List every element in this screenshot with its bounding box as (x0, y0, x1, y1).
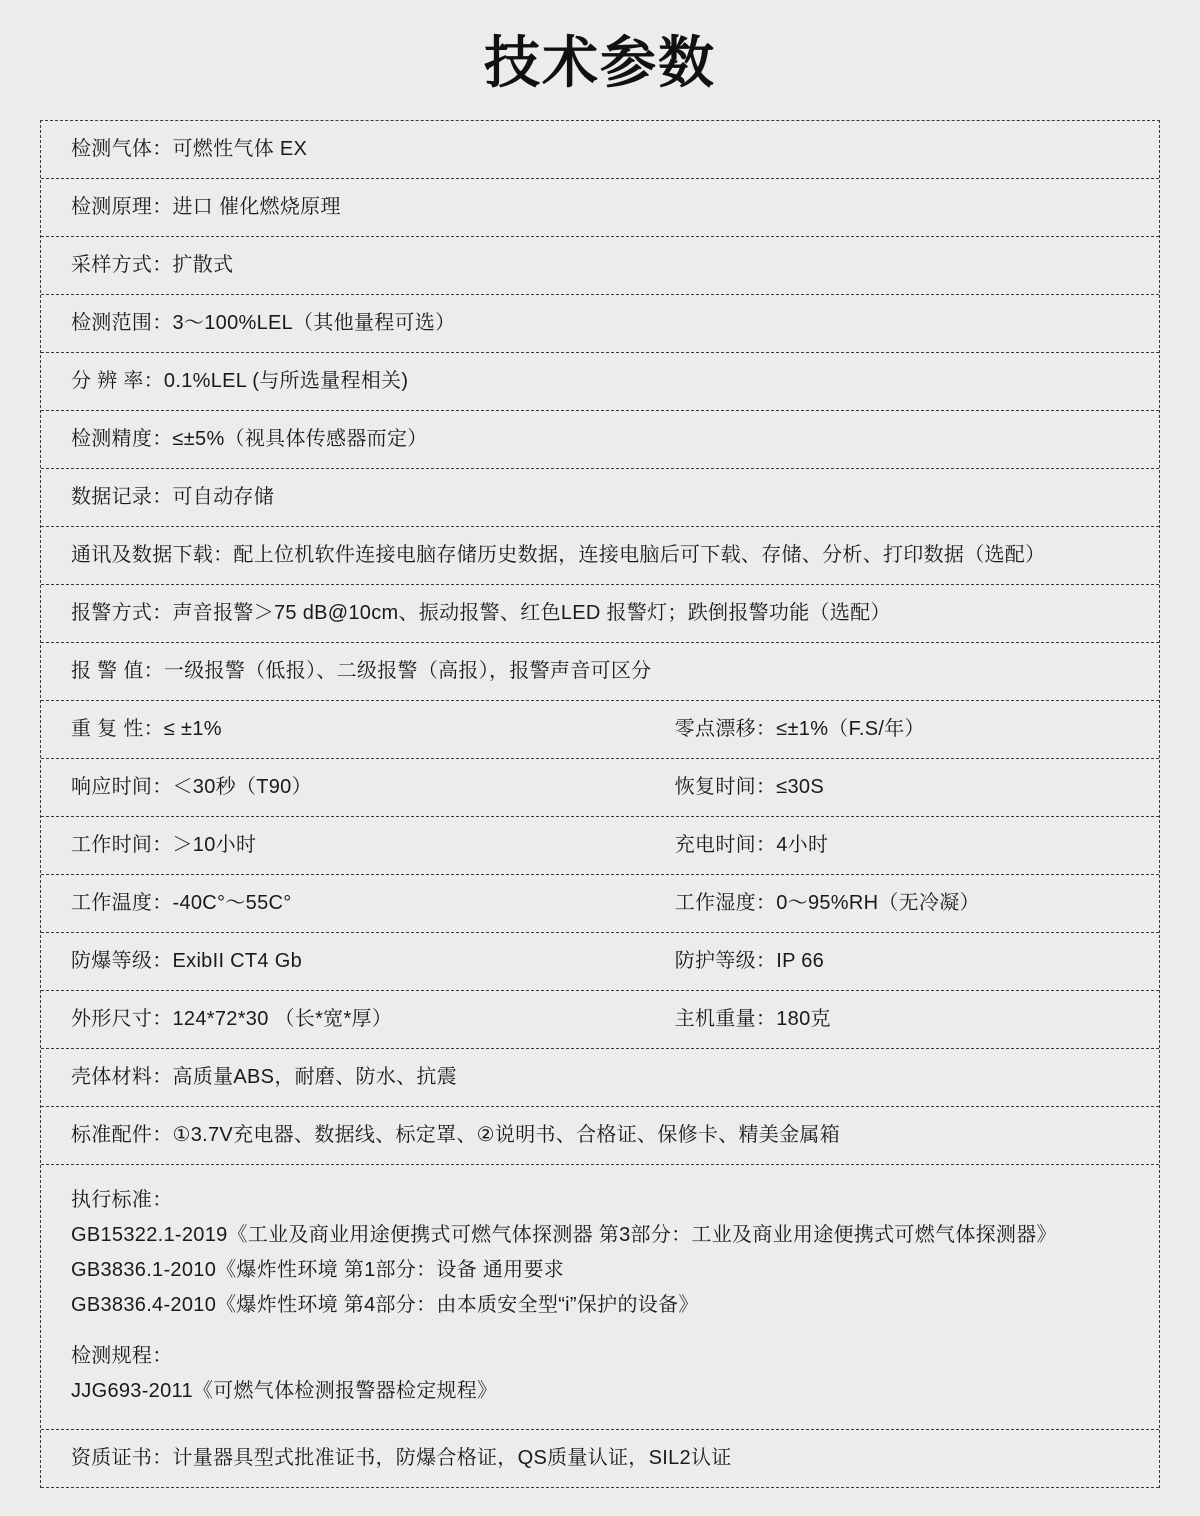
spec-communication: 通讯及数据下载：配上位机软件连接电脑存储历史数据，连接电脑后可下载、存储、分析、打印数据（选配） (71, 544, 1046, 566)
spec-detect-gas: 检测气体：可燃性气体 EX (71, 138, 308, 160)
table-row (41, 585, 1159, 643)
table-row (41, 701, 1159, 759)
page-title: 技术参数 (484, 31, 716, 94)
spec-detect-principle: 检测原理：进口 催化燃烧原理 (71, 196, 341, 218)
table-row (41, 933, 1159, 991)
table-row (41, 759, 1159, 817)
standard-gb15322: GB15322.1-2019《工业及商业用途便携式可燃气体探测器 第3部分：工业及商业用途便携式可燃气体探测器》 (71, 1224, 1057, 1246)
inspection-procedure-jjg693: JJG693-2011《可燃气体检测报警器检定规程》 (71, 1380, 498, 1402)
spec-table (40, 120, 1160, 1488)
spec-certificates: 资质证书：计量器具型式批准证书，防爆合格证，QS质量认证，SIL2认证 (71, 1447, 732, 1469)
table-row (41, 121, 1159, 179)
spec-working-temperature: 工作温度：-40C°～55C° (71, 892, 292, 914)
spec-charging-time: 充电时间：4小时 (674, 834, 829, 856)
spec-recovery-time: 恢复时间：≤30S (674, 776, 824, 798)
spec-explosion-proof-grade: 防爆等级：ExibII CT4 Gb (71, 950, 302, 972)
standard-gb3836-1: GB3836.1-2010《爆炸性环境 第1部分：设备 通用要求 (71, 1259, 565, 1281)
spec-working-time: 工作时间：＞10小时 (71, 834, 257, 856)
table-row (41, 527, 1159, 585)
table-row (41, 991, 1159, 1049)
spec-response-time: 响应时间：＜30秒（T90） (71, 776, 312, 798)
spec-data-record: 数据记录：可自动存储 (71, 486, 274, 508)
spec-alarm-method: 报警方式：声音报警＞75 dB@10cm、振动报警、红色LED 报警灯；跌倒报警功能（选配） (71, 602, 891, 624)
spec-weight: 主机重量：180克 (674, 1008, 831, 1030)
spec-zero-drift: 零点漂移：≤±1%（F.S/年） (674, 718, 925, 740)
spec-resolution: 分 辨 率：0.1%LEL (与所选量程相关) (71, 370, 409, 392)
table-row (41, 1430, 1159, 1488)
standards-heading: 执行标准： (71, 1189, 173, 1211)
table-row (41, 469, 1159, 527)
standard-gb3836-4: GB3836.4-2010《爆炸性环境 第4部分：由本质安全型“i”保护的设备》 (71, 1294, 699, 1316)
spec-shell-material: 壳体材料：高质量ABS，耐磨、防水、抗震 (71, 1066, 458, 1088)
spec-standards-block (41, 1165, 1159, 1429)
table-row (41, 237, 1159, 295)
table-row (41, 875, 1159, 933)
inspection-procedure-heading: 检测规程： (71, 1345, 173, 1367)
spec-working-humidity: 工作湿度：0～95%RH（无冷凝） (674, 892, 980, 914)
table-row (41, 295, 1159, 353)
spec-detect-range: 检测范围：3～100%LEL（其他量程可选） (71, 312, 456, 334)
spec-repeatability: 重 复 性：≤ ±1% (71, 718, 222, 740)
spec-dimensions: 外形尺寸：124*72*30 （长*宽*厚） (71, 1008, 393, 1030)
spec-accuracy: 检测精度：≤±5%（视具体传感器而定） (71, 428, 428, 450)
spec-sampling-method: 采样方式：扩散式 (71, 254, 234, 276)
table-row-standards (41, 1165, 1159, 1430)
table-row (41, 1049, 1159, 1107)
table-row (41, 1107, 1159, 1165)
spec-alarm-value: 报 警 值：一级报警（低报）、二级报警（高报），报警声音可区分 (71, 660, 652, 682)
table-row (41, 179, 1159, 237)
table-row (41, 353, 1159, 411)
spec-standard-accessories: 标准配件：①3.7V充电器、数据线、标定罩、②说明书、合格证、保修卡、精美金属箱 (71, 1124, 841, 1146)
spec-protection-grade: 防护等级：IP 66 (674, 950, 825, 972)
table-row (41, 643, 1159, 701)
table-row (41, 817, 1159, 875)
standards-spacer (71, 1323, 1149, 1339)
table-row (41, 411, 1159, 469)
